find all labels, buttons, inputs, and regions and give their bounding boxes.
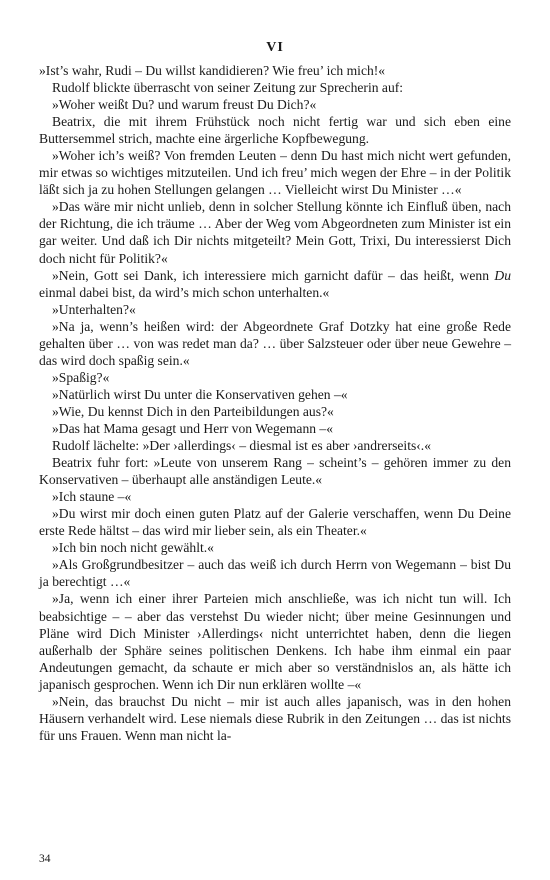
paragraph: »Ich staune –« <box>52 489 132 505</box>
chapter-heading: VI <box>266 40 284 55</box>
paragraph: Rudolf lächelte: »Der ›allerdings‹ – diesmal ist es aber ›andrerseits‹.« <box>52 438 431 454</box>
paragraph: »Spaßig?« <box>52 369 110 385</box>
paragraph: Rudolf blickte überrascht von seiner Zeitung zur Sprecherin auf: <box>52 80 404 96</box>
paragraph: »Du wirst mir doch einen guten Platz auf der Galerie verschaffen, wenn Du Deine erste Rede hältst – das wird mir lieber sein, als ein Theater.« <box>39 506 511 539</box>
paragraph: Beatrix, die mit ihrem Frühstück noch nicht fertig war und sich eben eine Buttersemmel strich, machte eine ärgerliche Kopfbewegung. <box>39 114 511 147</box>
paragraph: »Natürlich wirst Du unter die Konservativen gehen –« <box>52 386 348 402</box>
paragraph: »Unterhalten?« <box>52 301 136 317</box>
chapter-body-text <box>39 62 511 744</box>
paragraph: »Ist’s wahr, Rudi – Du willst kandidieren? Wie freu’ ich mich!« <box>39 63 386 78</box>
paragraph: »Ja, wenn ich einer ihrer Parteien mich anschließe, was ich nicht tun will. Ich beabsichtige – – aber das verstehst Du wieder nicht; über meine Gesinnungen und Pläne wird Dich Minister ›Allerdings‹ nicht unterrichtet haben, denn die liegen außerhalb der Sphäre seines politischen Denkens. Ich habe ihm einmal ein paar Andeutungen gemacht, da schaute er mich aber so verständnislos an, als hätte ich japanisch gesprochen. Wenn ich Dir nun erklären wollte –« <box>39 591 511 692</box>
paragraph: »Na ja, wenn’s heißen wird: der Abgeordnete Graf Dotzky hat eine große Rede gehalten über … von was redet man da? … über Salzsteuer oder über neue Gewehre – das wird doch spaßig sein.« <box>39 318 511 368</box>
paragraph: »Nein, das brauchst Du nicht – mir ist auch alles japanisch, was in den hohen Häusern verhandelt wird. Lese niemals diese Rubrik in den Zeitungen … das ist nichts für uns Frauen. Wenn man nicht la- <box>39 693 511 743</box>
paragraph: »Woher weißt Du? und warum freust Du Dich?« <box>52 97 317 113</box>
paragraph: »Ich bin noch nicht gewählt.« <box>52 540 214 556</box>
paragraph-text: »Nein, Gott sei Dank, ich interessiere mich garnicht dafür – das heißt, wenn <box>52 267 495 283</box>
paragraph: Beatrix fuhr fort: »Leute von unserem Rang – scheint’s – gehören immer zu den Konservativen – überhaupt alle anständigen Leute.« <box>39 455 511 488</box>
paragraph-text: einmal dabei bist, da wird’s mich schon unterhalten.« <box>39 284 330 300</box>
paragraph: »Wie, Du kennst Dich in den Parteibildungen aus?« <box>52 403 334 419</box>
paragraph: »Woher ich’s weiß? Von fremden Leuten – denn Du hast mich nicht wert gefunden, mir etwas so wichtiges mitzuteilen. Und ich freu’ mich wegen der Ehre – in der Politik läßt sich ja zu hohen Stellungen gelangen … Vielleicht wirst Du Minister …« <box>39 148 511 198</box>
paragraph <box>39 267 511 301</box>
paragraph: »Das hat Mama gesagt und Herr von Wegemann –« <box>52 420 334 436</box>
paragraph: »Als Großgrundbesitzer – auch das weiß ich durch Herrn von Wegemann – bist Du ja berechtigt …« <box>39 557 511 590</box>
emphasized-word: Du <box>494 267 511 283</box>
paragraph: »Das wäre mir nicht unlieb, denn in solcher Stellung könnte ich Einfluß üben, nach der Richtung, die ich träume … Aber der Weg vom Abgeordneten zum Minister ist ein gar weiter. Und daß ich Dir nichts mitgeteilt? Mein Gott, Trixi, Du interessierst Dich doch nicht für Politik?« <box>39 199 511 266</box>
page-number: 34 <box>39 853 51 865</box>
